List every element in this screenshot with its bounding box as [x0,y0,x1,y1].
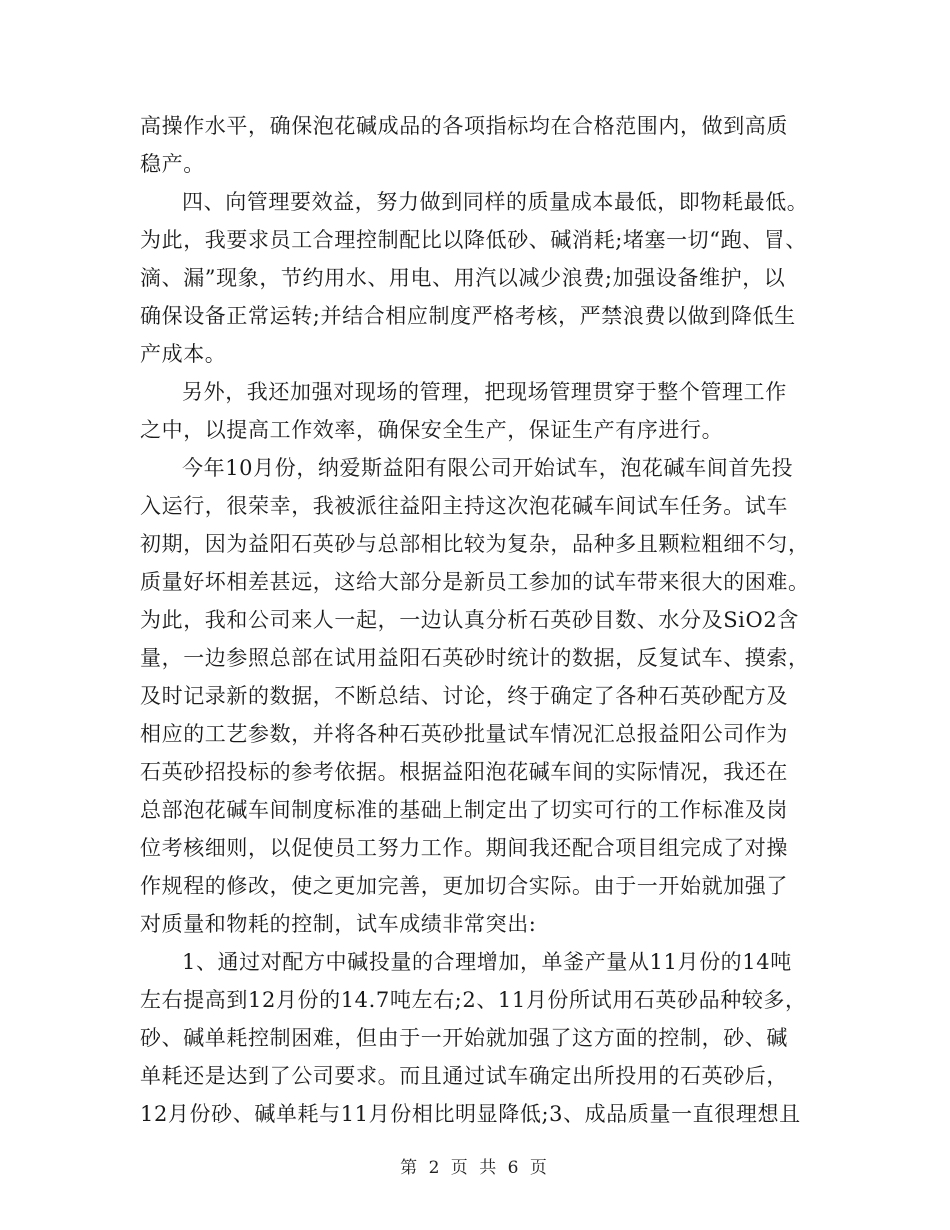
text-line: 为此，我要求员工合理控制配比以降低砂、碱消耗;堵塞一切“跑、冒、 [140,228,808,252]
text-line: 单耗还是达到了公司要求。而且通过试车确定出所投用的石英砂后， [140,1064,788,1088]
text-line: 1、通过对配方中碱投量的合理增加，单釜产量从11月份的14吨 [182,950,792,974]
text-line: 之中，以提高工作效率，确保安全生产，保证生产有序进行。 [140,418,724,442]
text-line: 对质量和物耗的控制，试车成绩非常突出: [140,912,537,936]
text-line: 高操作水平，确保泡花碱成品的各项指标均在合格范围内，做到高质 [140,114,788,138]
text-line: 量，一边参照总部在试用益阳石英砂时统计的数据，反复试车、摸索， [140,646,810,670]
text-line: 稳产。 [140,152,205,176]
text-line: 相应的工艺参数，并将各种石英砂批量试车情况汇总报益阳公司作为 [140,722,788,746]
text-line: 入运行，很荣幸，我被派往益阳主持这次泡花碱车间试车任务。试车 [140,494,788,518]
text-line: 产成本。 [140,342,227,366]
text-line: 四、向管理要效益，努力做到同样的质量成本最低，即物耗最低。 [182,190,809,214]
text-line: 作规程的修改，使之更加完善，更加切合实际。由于一开始就加强了 [140,874,788,898]
text-line: 今年10月份，纳爱斯益阳有限公司开始试车，泡花碱车间首先投 [182,456,794,480]
text-line: 为此，我和公司来人一起，一边认真分析石英砂目数、水分及SiO2含 [140,608,799,632]
text-line: 总部泡花碱车间制度标准的基础上制定出了切实可行的工作标准及岗 [140,798,788,822]
text-line: 左右提高到12月份的14.7吨左右;2、11月份所试用石英砂品种较多， [140,988,807,1012]
text-line: 另外，我还加强对现场的管理，把现场管理贯穿于整个管理工作 [182,380,787,404]
text-line: 12月份砂、碱单耗与11月份相比明显降低;3、成品质量一直很理想且 [140,1102,801,1126]
page-number-footer: 第 2 页 共 6 页 [400,1158,550,1178]
text-line: 确保设备正常运转;并结合相应制度严格考核，严禁浪费以做到降低生 [140,304,796,328]
text-line: 石英砂招投标的参考依据。根据益阳泡花碱车间的实际情况，我还在 [140,760,788,784]
text-line: 滴、漏”现象，节约用水、用电、用汽以减少浪费;加强设备维护，以 [140,266,786,290]
text-line: 初期，因为益阳石英砂与总部相比较为复杂，品种多且颗粒粗细不匀， [140,532,810,556]
text-line: 质量好坏相差甚远，这给大部分是新员工参加的试车带来很大的困难。 [140,570,810,594]
text-line: 砂、碱单耗控制困难，但由于一开始就加强了这方面的控制，砂、碱 [140,1026,788,1050]
text-line: 位考核细则，以促使员工努力工作。期间我还配合项目组完成了对操 [140,836,788,860]
text-line: 及时记录新的数据，不断总结、讨论，终于确定了各种石英砂配方及 [140,684,788,708]
